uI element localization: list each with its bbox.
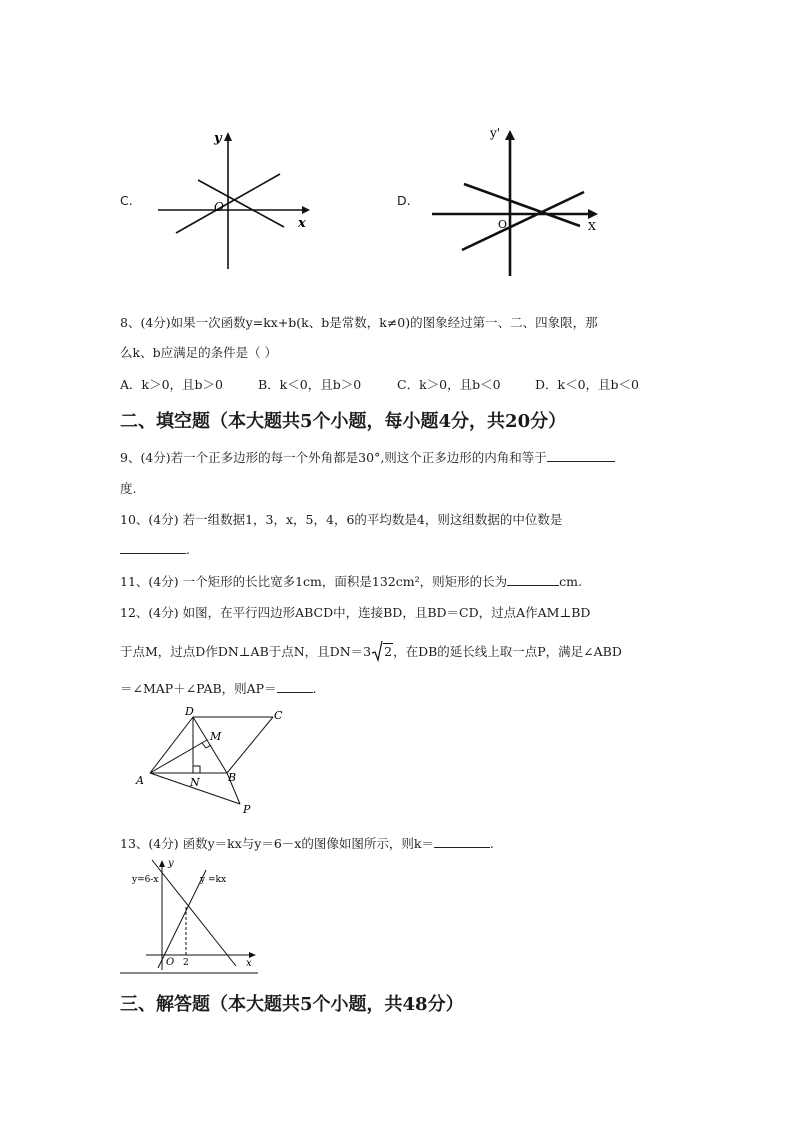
q12-line2-before: 于点M，过点D作DN⊥AB于点N，且DN＝3: [120, 644, 372, 659]
q10-line2-end: .: [186, 542, 190, 557]
q11-line: [120, 572, 582, 590]
q10-answer-blank: [120, 541, 186, 554]
q12-line2: [120, 640, 622, 662]
label-line1: y=6-x: [132, 875, 159, 885]
graph-c-x-label: x: [298, 216, 306, 231]
q10-line2: [120, 541, 190, 557]
q8-option-b: B．k＜0，且b＞0: [258, 377, 362, 392]
label-b: B: [228, 771, 237, 784]
q9-answer-blank: [547, 449, 615, 462]
q13-answer-blank: [434, 835, 490, 848]
graph-d: [428, 122, 608, 280]
q9-text: 9、(4分)若一个正多边形的每一个外角都是30°,则这个正多边形的内角和等于: [120, 450, 547, 465]
q8-option-d: D．k＜0，且b＜0: [535, 377, 640, 392]
q12-line3-before: ＝∠MAP＋∠PAB，则AP＝: [120, 681, 277, 696]
label-p: P: [243, 803, 251, 816]
label-c: C: [274, 709, 283, 722]
q12-line3-after: .: [312, 681, 317, 696]
q9-line2: 度.: [120, 481, 137, 496]
q8-line2: 么k、b应满足的条件是（ ）: [120, 345, 278, 360]
q11-text-before: 11、(4分) 一个矩形的长比宽多1cm，面积是132cm²，则矩形的长为: [120, 574, 508, 589]
graph-d-x-label: X: [588, 220, 596, 233]
q8-option-a: A．k＞0，且b＞0: [120, 377, 224, 392]
graph-c: [150, 124, 320, 274]
q11-text-after: cm.: [559, 574, 582, 589]
q12-line3: [120, 679, 317, 697]
option-c-label: C.: [120, 193, 133, 208]
function-graph-figure: [118, 852, 260, 976]
graph-d-origin-label: O: [498, 218, 508, 231]
label-n: N: [190, 776, 200, 789]
q12-line2-after: ，在DB的延长线上取一点P，满足∠ABD: [393, 644, 622, 659]
label-d: D: [185, 705, 194, 718]
label-a: A: [136, 774, 144, 787]
label-x-axis: x: [246, 958, 252, 969]
parallelogram-figure: [130, 700, 300, 820]
q12-answer-blank: [277, 680, 313, 693]
section2-title: 二、填空题（本大题共5个小题，每小题4分，共20分）: [120, 411, 567, 432]
graph-d-y-label: y': [490, 126, 501, 140]
q12-sqrt-radicand: 2: [384, 644, 393, 659]
graph-c-origin-label: O: [214, 200, 224, 214]
q13-text-before: 13、(4分) 函数y＝kx与y＝6－x的图像如图所示，则k＝: [120, 836, 434, 851]
q13-line: [120, 834, 494, 852]
label-origin: O: [166, 957, 175, 968]
label-tick: 2: [183, 958, 189, 968]
q13-text-after: .: [489, 836, 494, 851]
q11-answer-blank: [507, 573, 559, 586]
q8-line1: 8、(4分)如果一次函数y=kx+b(k、b是常数，k≠0)的图象经过第一、二、四象限，那: [120, 315, 598, 330]
q10-line1: 10、(4分) 若一组数据1，3，x，5，4，6的平均数是4，则这组数据的中位数是: [120, 512, 563, 527]
label-m: M: [210, 730, 222, 743]
sqrt-icon: [371, 640, 383, 662]
label-y-axis: y: [168, 858, 174, 869]
q9-line1: [120, 448, 615, 466]
graph-c-y-label: y: [214, 131, 222, 146]
option-d-label: D.: [397, 193, 411, 208]
label-line2: y =kx: [200, 875, 227, 885]
section3-title: 三、解答题（本大题共5个小题，共48分）: [120, 994, 464, 1015]
q8-option-c: C．k＞0，且b＜0: [397, 377, 501, 392]
q12-line1: 12、(4分) 如图，在平行四边形ABCD中，连接BD，且BD＝CD，过点A作AM⊥BD: [120, 605, 591, 620]
